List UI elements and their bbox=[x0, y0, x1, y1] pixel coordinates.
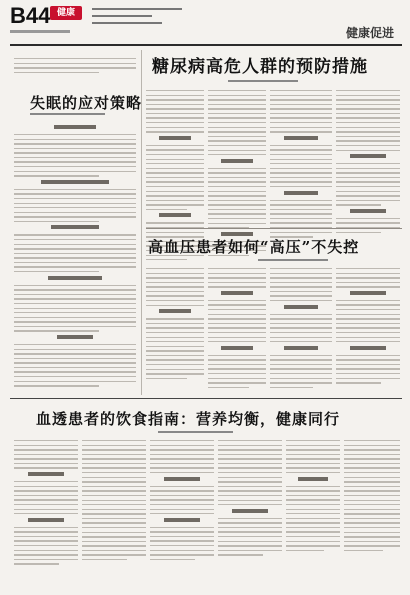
diabetes-body-col-2 bbox=[208, 90, 266, 259]
sleep-body bbox=[14, 122, 136, 390]
newspaper-logo: 健康 bbox=[50, 6, 82, 20]
dialysis-body-col-5 bbox=[286, 440, 340, 554]
page-header bbox=[0, 0, 410, 44]
date-line bbox=[10, 30, 70, 33]
page-number: B44 bbox=[10, 3, 51, 28]
dialysis-headline: 血透患者的饮食指南：营养均衡，健康同行 bbox=[36, 410, 341, 428]
header-rule bbox=[10, 44, 402, 46]
hypertension-byline bbox=[258, 259, 328, 261]
diabetes-byline bbox=[228, 80, 298, 82]
dialysis-top-rule bbox=[10, 398, 402, 399]
dialysis-byline bbox=[158, 431, 233, 433]
hypertension-body-col-4 bbox=[336, 268, 400, 387]
hypertension-body-col-1 bbox=[146, 268, 204, 382]
hypertension-headline: 高血压患者如何“高压”不失控 bbox=[148, 238, 360, 256]
sleep-byline bbox=[30, 113, 105, 115]
diabetes-body-col-4 bbox=[336, 90, 400, 236]
dialysis-body-col-1 bbox=[14, 440, 78, 568]
sleep-headline: 失眠的应对策略 bbox=[30, 94, 143, 112]
section-title: 健康促进 bbox=[345, 26, 394, 40]
dialysis-body-col-3 bbox=[150, 440, 214, 563]
hypertension-body-col-2 bbox=[208, 268, 266, 391]
diabetes-body-col-3 bbox=[270, 90, 332, 241]
diabetes-headline: 糖尿病高危人群的预防措施 bbox=[152, 57, 368, 77]
dialysis-body-col-6 bbox=[344, 440, 400, 554]
hypertension-body-col-3 bbox=[270, 268, 332, 391]
editor-meta bbox=[92, 8, 182, 29]
diabetes-bottom-rule bbox=[146, 228, 402, 229]
dialysis-body-col-4 bbox=[218, 440, 282, 559]
sleep-intro bbox=[14, 58, 136, 76]
dialysis-body-col-2 bbox=[82, 440, 146, 564]
